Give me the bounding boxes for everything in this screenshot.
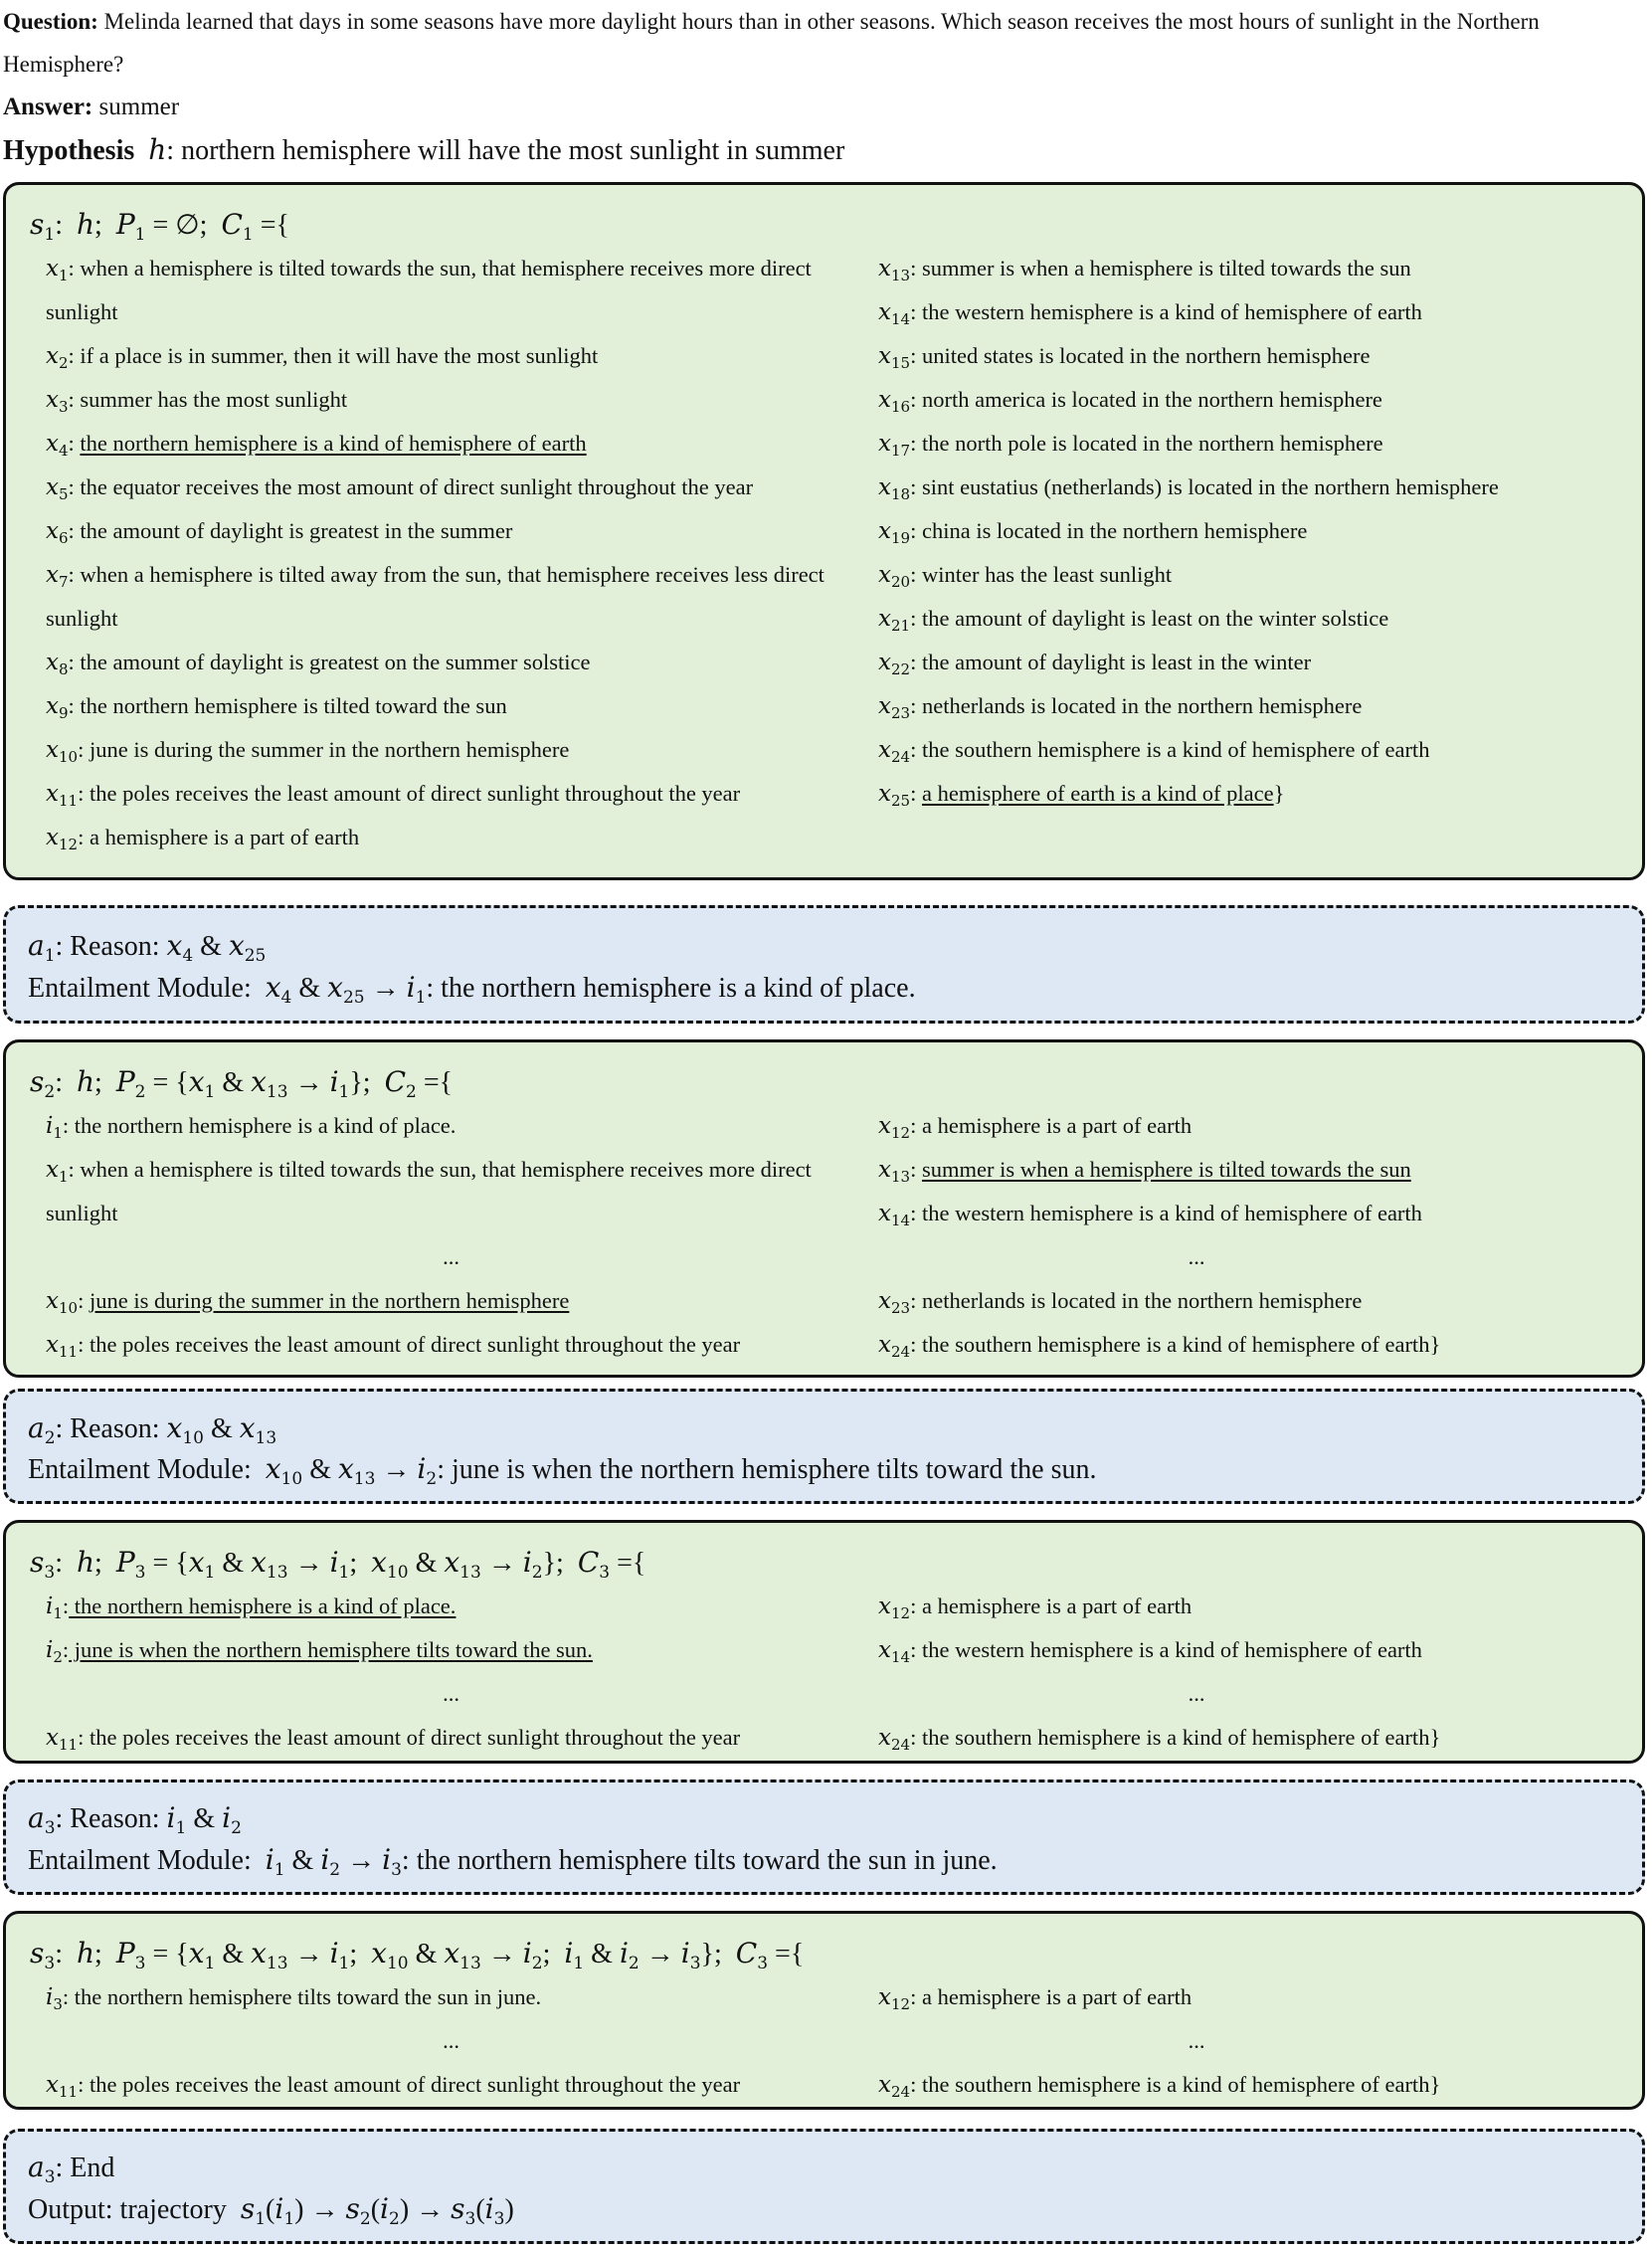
premise-x7: $x_7$: when a hemisphere is tilted away from the sun, that hemisphere receives less direct sunlight [46,562,825,631]
ellipsis: ... [443,1244,459,1269]
ellipsis: ... [443,2028,459,2053]
a2-reason: $a_2$: Reason: $x_{10}$ & $x_{13}$ [28,1411,277,1448]
state-s3-final [3,1911,1645,2110]
premise-x11: $x_{11}$: the poles receives the least amount of direct sunlight throughout the year [46,1332,741,1361]
answer-label: Answer: [3,94,93,120]
hypothesis-line [3,128,1649,173]
state-s2-header: $s_2$: h; $P_2 = \{x_1$ & $x_{13} \to i_1$}; $C_2$ ={ [30,1065,454,1102]
state-s2 [3,1039,1645,1378]
premise-x14: $x_{14}$: the western hemisphere is a kind of hemisphere of earth [878,299,1422,328]
premise-x12: $x_{12}$: a hemisphere is a part of earth [878,1113,1193,1142]
premise-x11: $x_{11}$: the poles receives the least amount of direct sunlight throughout the year [46,2072,741,2101]
premise-x10: $x_{10}$: june is during the summer in the northern hemisphere [46,1288,570,1317]
premise-x3: $x_3$: summer has the most sunlight [46,387,348,416]
premise-x4: $x_4$: the northern hemisphere is a kind of hemisphere of earth [46,431,587,460]
premise-x25: $x_{25}$: a hemisphere of earth is a kind of place} [878,781,1285,810]
premise-x12: $x_{12}$: a hemisphere is a part of earth [878,1984,1193,2013]
ellipsis: ... [1188,1244,1205,1269]
premise-x13: $x_{13}$: summer is when a hemisphere is tilted towards the sun [878,1157,1411,1186]
premise-x18: $x_{18}$: sint eustatius (netherlands) is located in the northern hemisphere [878,474,1499,503]
s2-right-column [878,1104,1634,1367]
premise-x15: $x_{15}$: united states is located in the northern hemisphere [878,343,1371,372]
premise-x14: $x_{14}$: the western hemisphere is a kind of hemisphere of earth [878,1201,1422,1229]
state-s3-final-header: $s_3$: h; $P_3 = \{x_1$ & $x_{13} \to i_1$; $x_{10}$ & $x_{13} \to i_2$; $i_1$ & $i_2 \to i_3$}; $C_3$ ={ [30,1937,805,1973]
hypothesis-symbol: h [148,133,167,166]
premise-x24: $x_{24}$: the southern hemisphere is a kind of hemisphere of earth} [878,1725,1441,1754]
premise-i2: $i_2$: june is when the northern hemisphere tilts toward the sun. [46,1637,593,1666]
premise-x21: $x_{21}$: the amount of daylight is least on the winter solstice [878,606,1389,635]
state-s3-header: $s_3$: h; $P_3 = \{x_1$ & $x_{13} \to i_1$; $x_{10}$ & $x_{13} \to i_2$}; $C_3$ ={ [30,1546,646,1583]
s1-left-column [46,247,856,859]
premise-x2: $x_2$: if a place is in summer, then it will have the most sunlight [46,343,599,372]
question-label: Question: [3,9,98,34]
premise-x16: $x_{16}$: north america is located in the northern hemisphere [878,387,1382,416]
premise-x23: $x_{23}$: netherlands is located in the northern hemisphere [878,693,1363,722]
action-a1 [3,905,1645,1024]
premise-x11: $x_{11}$: the poles receives the least amount of direct sunlight throughout the year [46,781,741,810]
premise-i3: $i_3$: the northern hemisphere tilts toward the sun in june. [46,1984,542,2013]
answer-line [3,86,1649,128]
action-end [3,2129,1645,2244]
premise-x1: $x_1$: when a hemisphere is tilted towards the sun, that hemisphere receives more direct sunlight [46,1157,812,1225]
s1-right-column [878,247,1634,816]
premise-x12: $x_{12}$: a hemisphere is a part of earth [46,825,360,853]
premise-x1: $x_1$: when a hemisphere is tilted towards the sun, that hemisphere receives more direct sunlight [46,256,812,324]
a1-reason: $a_1$: Reason: $x_4$ & $x_{25}$ [28,929,267,966]
problem-header [3,0,1649,173]
output-trajectory: Output: trajectory $s_1(i_1) \to s_2(i_2) \to s_3(i_3)$ [28,2192,514,2229]
premise-x14: $x_{14}$: the western hemisphere is a kind of hemisphere of earth [878,1637,1422,1666]
state-s1-header: $s_1$: h; $P_1$ = ∅; $C_1$ ={ [30,208,289,245]
premise-x22: $x_{22}$: the amount of daylight is least in the winter [878,650,1312,678]
a3-entailment: Entailment Module: $i_1$ & $i_2 \to i_3$: the northern hemisphere tilts toward the sun in june. [28,1843,998,1880]
premise-x19: $x_{19}$: china is located in the northern hemisphere [878,518,1308,547]
question-line [3,0,1649,86]
a1-entailment: Entailment Module: $x_4$ & $x_{25} \to i_1$: the northern hemisphere is a kind of place. [28,971,916,1008]
a2-entailment: Entailment Module: $x_{10}$ & $x_{13} \to i_2$: june is when the northern hemisphere tilts toward the sun. [28,1452,1097,1489]
premise-x10: $x_{10}$: june is during the summer in the northern hemisphere [46,737,570,766]
premise-x13: $x_{13}$: summer is when a hemisphere is tilted towards the sun [878,256,1411,284]
ellipsis: ... [443,1681,459,1706]
end-label: $a_3$: End [28,2151,115,2187]
premise-x5: $x_5$: the equator receives the most amount of direct sunlight throughout the year [46,474,754,503]
premise-x9: $x_9$: the northern hemisphere is tilted toward the sun [46,693,507,722]
premise-x8: $x_8$: the amount of daylight is greatest on the summer solstice [46,650,591,678]
answer-text: summer [98,94,180,120]
s2-left-column [46,1104,856,1367]
action-a3 [3,1780,1645,1895]
action-a2 [3,1389,1645,1504]
s3-final-left-column [46,1975,856,2107]
premise-x17: $x_{17}$: the north pole is located in the northern hemisphere [878,431,1383,460]
hypothesis-text: : northern hemisphere will have the most sunlight in summer [166,135,845,166]
premise-x24: $x_{24}$: the southern hemisphere is a kind of hemisphere of earth} [878,1332,1441,1361]
ellipsis: ... [1188,2028,1205,2053]
premise-x24: $x_{24}$: the southern hemisphere is a kind of hemisphere of earth} [878,2072,1441,2101]
a3-reason: $a_3$: Reason: $i_1$ & $i_2$ [28,1801,242,1838]
premise-x24: $x_{24}$: the southern hemisphere is a kind of hemisphere of earth [878,737,1430,766]
premise-i1: $i_1$: the northern hemisphere is a kind of place. [46,1113,457,1142]
s3-final-right-column [878,1975,1634,2107]
s3-right-column [878,1585,1634,1760]
premise-x20: $x_{20}$: winter has the least sunlight [878,562,1173,591]
hypothesis-label: Hypothesis [3,135,135,166]
premise-x23: $x_{23}$: netherlands is located in the northern hemisphere [878,1288,1363,1317]
premise-i1: $i_1$: the northern hemisphere is a kind of place. [46,1593,457,1622]
premise-x11: $x_{11}$: the poles receives the least amount of direct sunlight throughout the year [46,1725,741,1754]
state-s1 [3,182,1645,880]
premise-x12: $x_{12}$: a hemisphere is a part of earth [878,1593,1193,1622]
ellipsis: ... [1188,1681,1205,1706]
s3-left-column [46,1585,856,1760]
question-text: Melinda learned that days in some seasons have more daylight hours than in other seasons. Which season receives the most hours of sunlight in the Northern Hemisphere? [3,9,1540,77]
state-s3 [3,1520,1645,1764]
premise-x6: $x_6$: the amount of daylight is greatest in the summer [46,518,513,547]
